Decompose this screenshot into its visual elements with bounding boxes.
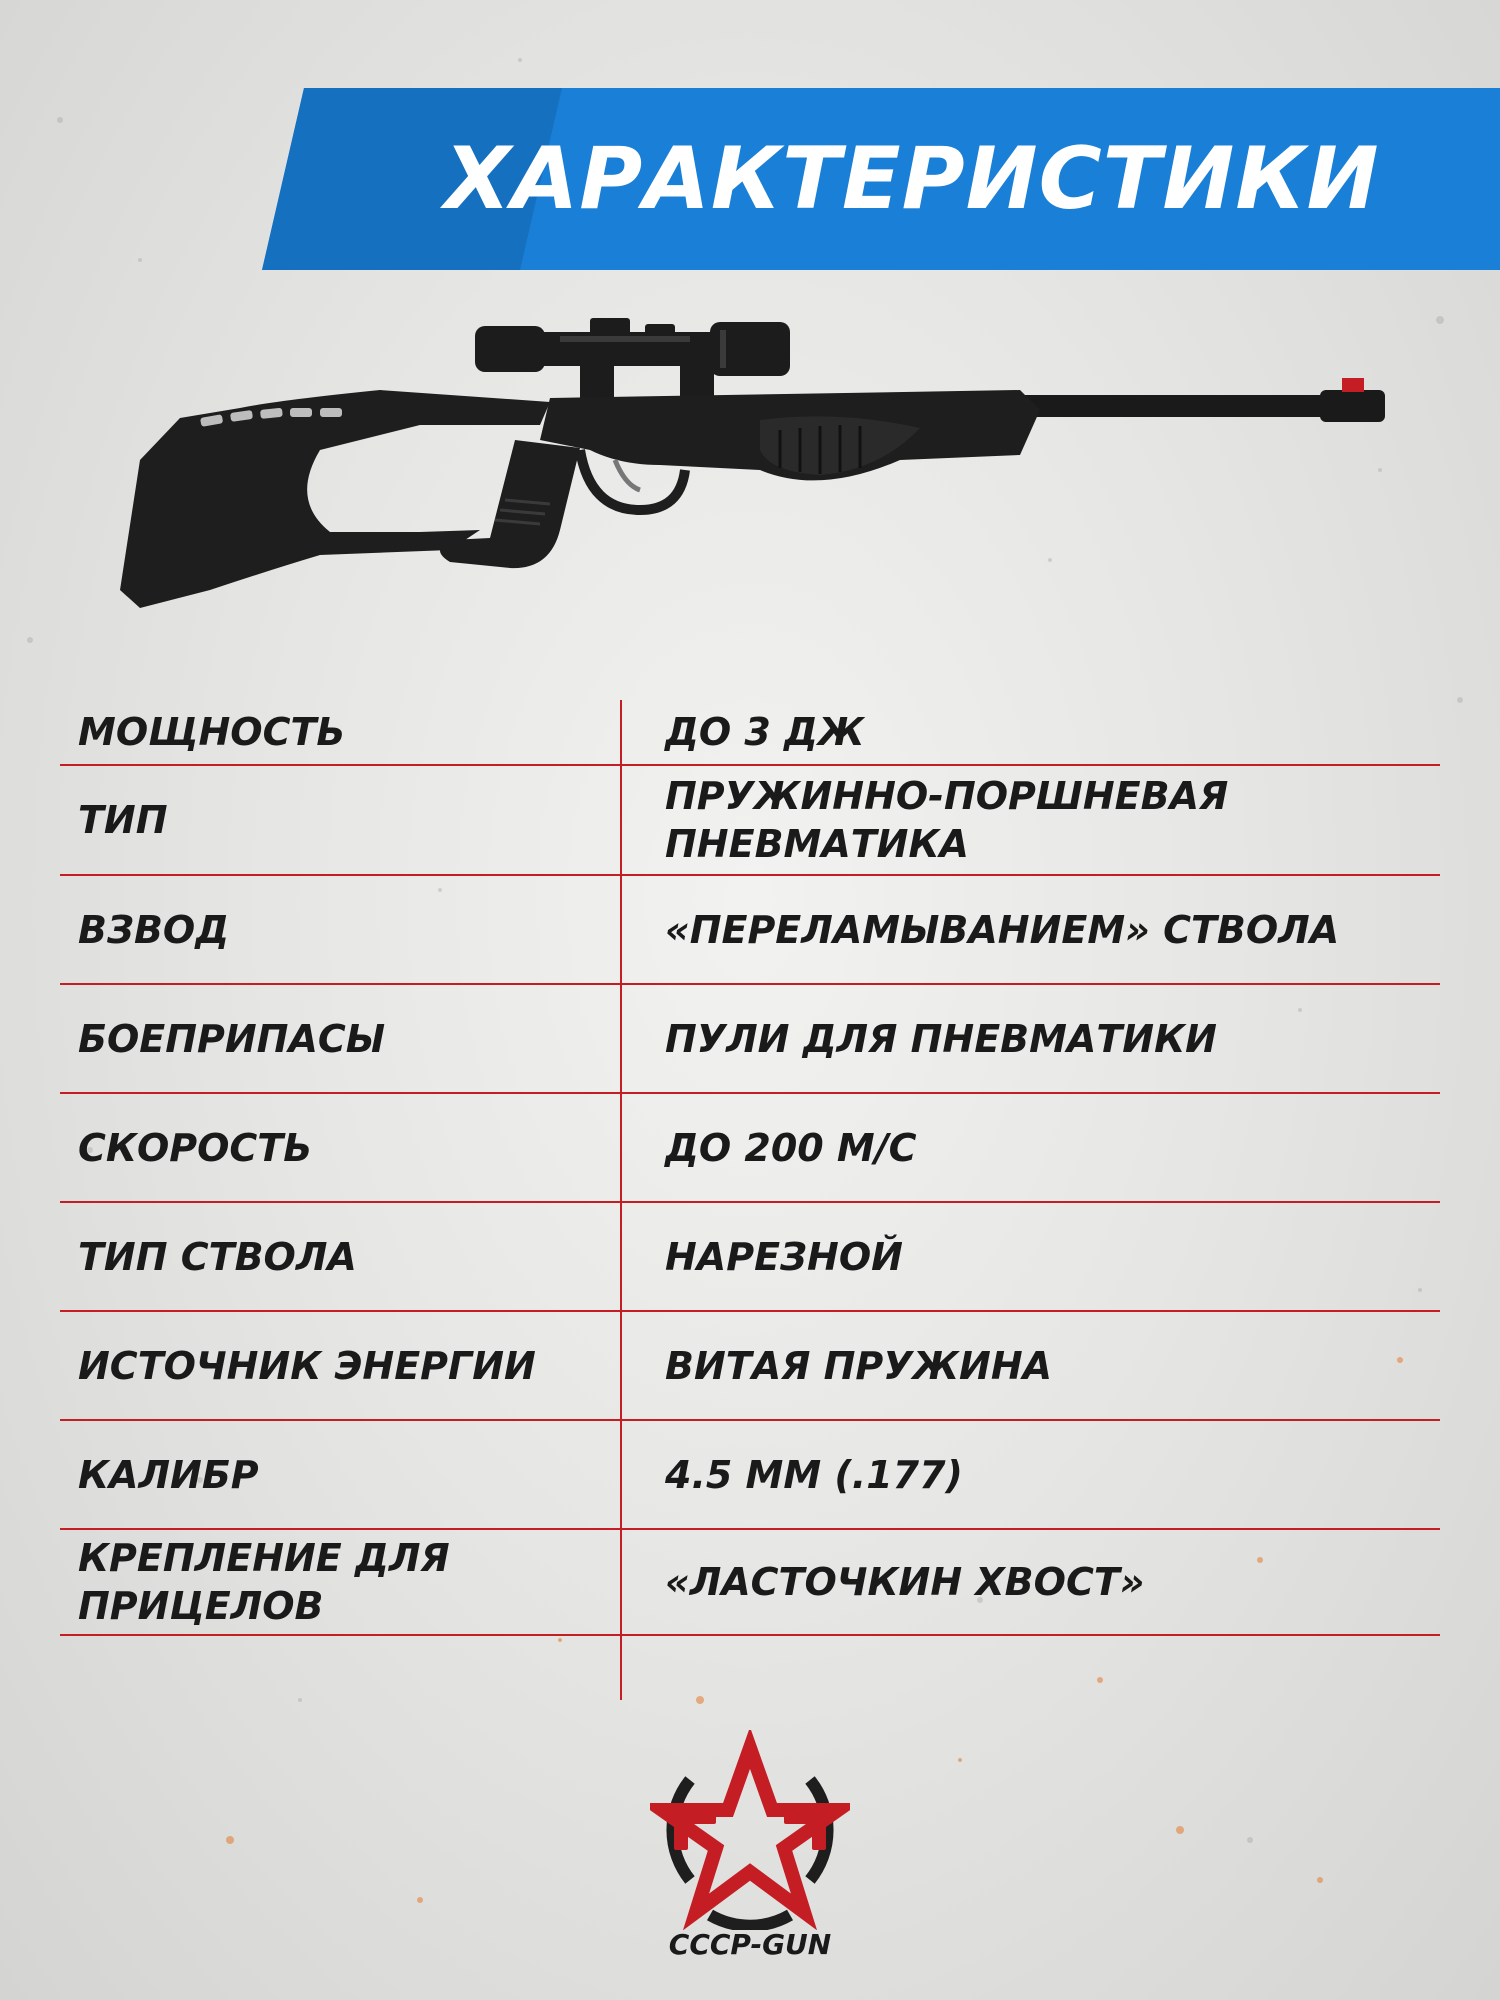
spec-label: СКОРОСТЬ bbox=[78, 1125, 313, 1170]
spec-row bbox=[60, 1530, 1440, 1636]
spec-label: КРЕПЛЕНИЕ ДЛЯ ПРИЦЕЛОВ bbox=[78, 1536, 450, 1628]
spec-row bbox=[60, 1312, 1440, 1421]
spec-value: ВИТАЯ ПРУЖИНА bbox=[665, 1343, 1053, 1388]
page-title: ХАРАКТЕРИСТИКИ bbox=[444, 129, 1380, 229]
spec-value: ПРУЖИННО-ПОРШНЕВАЯ ПНЕВМАТИКА bbox=[665, 774, 1229, 866]
specs-table bbox=[60, 700, 1440, 1700]
spec-row bbox=[60, 1203, 1440, 1312]
spec-value: «ПЕРЕЛАМЫВАНИЕМ» СТВОЛА bbox=[665, 907, 1340, 952]
spec-label: ТИП СТВОЛА bbox=[78, 1234, 357, 1279]
spec-row bbox=[60, 876, 1440, 985]
spec-value: 4.5 ММ (.177) bbox=[665, 1452, 963, 1497]
spec-row bbox=[60, 1421, 1440, 1530]
brand-name: CCCP-GUN bbox=[668, 1928, 832, 1961]
spec-label: МОЩНОСТЬ bbox=[78, 710, 346, 754]
spec-row bbox=[60, 985, 1440, 1094]
spec-label: ТИП bbox=[78, 798, 168, 842]
spec-row bbox=[60, 766, 1440, 876]
spec-row bbox=[60, 700, 1440, 766]
spec-value: «ЛАСТОЧКИН ХВОСТ» bbox=[665, 1560, 1145, 1604]
spec-label: ИСТОЧНИК ЭНЕРГИИ bbox=[78, 1343, 536, 1388]
spec-value: ДО 200 М/С bbox=[665, 1125, 917, 1170]
brand-logo bbox=[650, 1730, 850, 1970]
spec-label: ВЗВОД bbox=[78, 907, 230, 952]
spec-label: БОЕПРИПАСЫ bbox=[78, 1016, 386, 1061]
spec-row bbox=[60, 1094, 1440, 1203]
spec-value: ПУЛИ ДЛЯ ПНЕВМАТИКИ bbox=[665, 1016, 1217, 1061]
spec-value: НАРЕЗНОЙ bbox=[665, 1234, 903, 1279]
title-banner bbox=[262, 88, 1500, 270]
spec-label: КАЛИБР bbox=[78, 1452, 259, 1497]
spec-value: ДО 3 ДЖ bbox=[665, 710, 865, 754]
air-rifle-image bbox=[120, 300, 1420, 630]
